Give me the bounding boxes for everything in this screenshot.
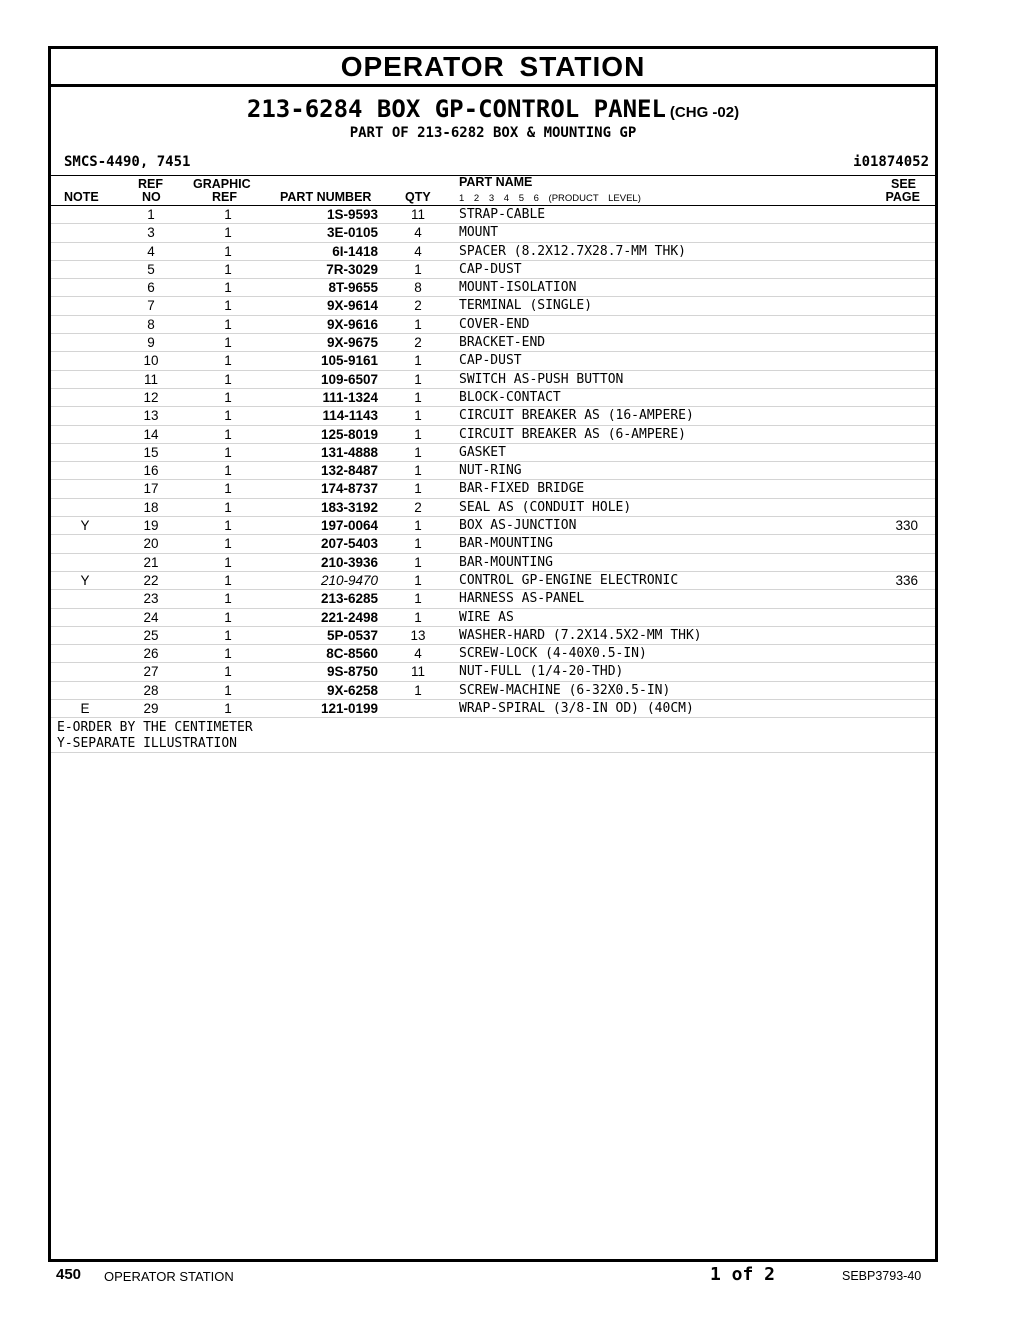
part-number-cell: 9X-9616: [326, 316, 378, 332]
part-number-cell: 6I-1418: [332, 243, 378, 259]
ref-no-cell: 12: [143, 389, 159, 405]
part-of-line: PART OF 213-6282 BOX & MOUNTING GP: [349, 125, 637, 141]
table-row: [51, 663, 935, 681]
part-name-cell: SCREW-LOCK (4-40X0.5-IN): [459, 646, 647, 662]
graphic-ref-cell: 1: [224, 261, 232, 277]
part-number-cell: 1S-9593: [326, 207, 378, 222]
smcs-code: SMCS-4490, 7451: [64, 154, 191, 170]
see-page-cell: 336: [895, 572, 918, 588]
part-number-cell: 114-1143: [322, 408, 378, 424]
table-row: [51, 609, 935, 627]
table-row: [51, 389, 935, 407]
ref-no-cell: 3: [147, 225, 155, 241]
table-row: [51, 316, 935, 334]
part-name-cell: CIRCUIT BREAKER AS (16-AMPERE): [459, 408, 694, 424]
ref-no-cell: 29: [143, 701, 159, 717]
ref-no-cell: 16: [143, 463, 159, 479]
table-row: [51, 554, 935, 572]
ref-no-cell: 27: [143, 664, 159, 680]
header-graphic-top: GRAPHIC: [193, 177, 251, 191]
part-number-cell: 9X-6258: [326, 682, 378, 698]
graphic-ref-cell: 1: [224, 353, 232, 369]
table-row: [51, 480, 935, 498]
title-bar: [51, 49, 935, 87]
part-number-cell: 3E-0105: [326, 225, 378, 241]
part-number-cell: 131-4888: [320, 444, 378, 460]
table-row: [51, 224, 935, 242]
part-name-cell: NUT-RING: [459, 463, 522, 479]
ref-no-cell: 11: [143, 371, 158, 387]
group-heading: [51, 87, 935, 176]
part-number-cell: 7R-3029: [326, 261, 378, 277]
graphic-ref-cell: 1: [224, 701, 232, 717]
header-ref-top: REF: [138, 177, 163, 191]
ref-no-cell: 6: [147, 280, 155, 296]
part-number-cell: 8C-8560: [326, 646, 378, 662]
qty-cell: 4: [414, 646, 422, 662]
ref-no-cell: 13: [143, 408, 159, 424]
graphic-ref-cell: 1: [224, 335, 232, 351]
part-name-cell: GASKET: [459, 444, 506, 460]
table-row: [51, 426, 935, 444]
ref-no-cell: 15: [143, 444, 159, 460]
graphic-ref-cell: 1: [224, 426, 232, 442]
part-number-cell: 197-0064: [320, 518, 378, 534]
part-number-cell: 213-6285: [320, 591, 378, 607]
graphic-ref-cell: 1: [224, 243, 232, 259]
part-name-cell: MOUNT-ISOLATION: [459, 280, 577, 296]
part-number-cell: 221-2498: [320, 609, 378, 625]
qty-cell: 1: [414, 481, 422, 497]
table-row: [51, 279, 935, 297]
part-number-cell: 132-8487: [320, 463, 378, 479]
header-qty: QTY: [405, 190, 431, 204]
part-number-cell: 125-8019: [320, 426, 378, 442]
ref-no-cell: 18: [143, 499, 159, 515]
group-title-line: [51, 95, 935, 123]
part-name-cell: BAR-MOUNTING: [459, 536, 553, 552]
qty-cell: 1: [414, 554, 422, 570]
document-id: SEBP3793-40: [842, 1269, 922, 1283]
graphic-ref-cell: 1: [224, 536, 232, 552]
ref-no-cell: 24: [143, 609, 159, 625]
qty-cell: 8: [414, 280, 422, 296]
graphic-ref-cell: 1: [224, 591, 232, 607]
part-name-cell: WRAP-SPIRAL (3/8-IN OD) (40CM): [459, 701, 694, 717]
part-number-cell: 111-1324: [322, 389, 378, 405]
part-number-cell: 210-9470: [320, 572, 378, 588]
ref-no-cell: 14: [143, 426, 159, 442]
qty-cell: 2: [414, 298, 422, 314]
graphic-ref-cell: 1: [224, 499, 232, 515]
note-e: E-ORDER BY THE CENTIMETER: [57, 720, 253, 736]
qty-cell: 1: [414, 609, 422, 625]
see-page-cell: 330: [895, 518, 918, 534]
graphic-ref-cell: 1: [224, 225, 232, 241]
header-part-number: PART NUMBER: [280, 190, 372, 204]
part-number-cell: 105-9161: [320, 353, 378, 369]
ref-no-cell: 17: [143, 481, 159, 497]
qty-cell: 11: [410, 664, 425, 680]
graphic-ref-cell: 1: [224, 207, 232, 222]
table-row: [51, 645, 935, 663]
header-see-bottom: PAGE: [885, 190, 920, 204]
part-name-cell: WASHER-HARD (7.2X14.5X2-MM THK): [459, 627, 702, 643]
graphic-ref-cell: 1: [224, 298, 232, 314]
part-number-cell: 121-0199: [320, 701, 378, 717]
header-graphic-bottom: REF: [212, 190, 237, 204]
table-row: [51, 407, 935, 425]
header-ref-bottom: NO: [142, 190, 161, 204]
table-row: [51, 371, 935, 389]
table-row: [51, 297, 935, 315]
table-row: [51, 517, 935, 535]
notes-block: [51, 718, 935, 753]
header-see-top: SEE: [890, 177, 916, 191]
qty-cell: 1: [414, 261, 422, 277]
qty-cell: 4: [414, 243, 422, 259]
part-number-cell: 9X-9614: [326, 298, 378, 314]
page-frame: [48, 46, 938, 1262]
qty-cell: 1: [414, 682, 422, 698]
table-row: [51, 206, 935, 224]
part-number-cell: 207-5403: [320, 536, 378, 552]
header-part-name: PART NAME: [459, 175, 533, 189]
part-name-cell: TERMINAL (SINGLE): [459, 298, 593, 314]
note-cell: Y: [80, 572, 90, 588]
table-row: [51, 572, 935, 590]
ref-no-cell: 9: [147, 335, 155, 351]
qty-cell: 1: [414, 408, 422, 424]
ref-no-cell: 4: [147, 243, 155, 259]
graphic-ref-cell: 1: [224, 609, 232, 625]
part-name-cell: CONTROL GP-ENGINE ELECTRONIC: [459, 572, 679, 588]
graphic-ref-cell: 1: [224, 554, 232, 570]
part-name-cell: BOX AS-JUNCTION: [459, 518, 577, 534]
part-name-cell: COVER-END: [459, 316, 530, 332]
qty-cell: 1: [414, 463, 422, 479]
page-number: 450: [56, 1266, 82, 1283]
part-number-cell: 9S-8750: [326, 664, 378, 680]
part-number-cell: 9X-9675: [326, 335, 378, 351]
qty-cell: 13: [410, 627, 426, 643]
graphic-ref-cell: 1: [224, 408, 232, 424]
page-of: 1 of 2: [710, 1264, 776, 1285]
table-row: [51, 334, 935, 352]
graphic-ref-cell: 1: [224, 518, 232, 534]
group-title: 213-6284 BOX GP-CONTROL PANEL: [246, 95, 666, 123]
table-row: [51, 590, 935, 608]
note-y: Y-SEPARATE ILLUSTRATION: [57, 735, 238, 751]
part-name-cell: NUT-FULL (1/4-20-THD): [459, 664, 624, 680]
table-row: [51, 462, 935, 480]
ref-no-cell: 7: [147, 298, 155, 314]
ref-no-cell: 10: [143, 353, 159, 369]
part-name-cell: STRAP-CABLE: [459, 207, 546, 222]
illustration-id: i01874052: [853, 154, 929, 170]
qty-cell: 1: [414, 353, 422, 369]
part-number-cell: 8T-9655: [328, 280, 378, 296]
part-name-cell: BLOCK-CONTACT: [459, 389, 561, 405]
qty-cell: 1: [414, 316, 422, 332]
part-name-cell: HARNESS AS-PANEL: [459, 591, 585, 607]
graphic-ref-cell: 1: [224, 463, 232, 479]
part-name-cell: BAR-FIXED BRIDGE: [459, 481, 585, 497]
qty-cell: 4: [414, 225, 422, 241]
graphic-ref-cell: 1: [224, 444, 232, 460]
part-name-cell: BAR-MOUNTING: [459, 554, 553, 570]
graphic-ref-cell: 1: [224, 646, 232, 662]
page-footer: [0, 1262, 1020, 1292]
table-row: [51, 499, 935, 517]
part-number-cell: 5P-0537: [326, 627, 378, 643]
part-number-cell: 109-6507: [320, 371, 378, 387]
part-number-cell: 183-3192: [320, 499, 378, 515]
part-name-cell: MOUNT: [459, 225, 499, 241]
part-name-cell: CIRCUIT BREAKER AS (6-AMPERE): [459, 426, 686, 442]
graphic-ref-cell: 1: [224, 481, 232, 497]
ref-no-cell: 25: [143, 627, 159, 643]
part-name-cell: SWITCH AS-PUSH BUTTON: [459, 371, 624, 387]
ref-no-cell: 8: [147, 316, 155, 332]
part-number-cell: 210-3936: [320, 554, 378, 570]
part-name-cell: BRACKET-END: [459, 335, 546, 351]
column-headers: [51, 176, 935, 206]
qty-cell: 1: [414, 518, 422, 534]
qty-cell: 1: [414, 444, 422, 460]
qty-cell: 11: [410, 207, 425, 222]
graphic-ref-cell: 1: [224, 682, 232, 698]
ref-no-cell: 22: [143, 572, 159, 588]
graphic-ref-cell: 1: [224, 627, 232, 643]
part-number-cell: 174-8737: [320, 481, 378, 497]
table-row: [51, 682, 935, 700]
ref-no-cell: 26: [143, 646, 159, 662]
ref-no-cell: 1: [147, 207, 155, 222]
header-note: NOTE: [64, 190, 99, 204]
ref-no-cell: 20: [143, 536, 159, 552]
change-level: (CHG -02): [669, 104, 740, 121]
part-name-cell: WIRE AS: [459, 609, 514, 625]
graphic-ref-cell: 1: [224, 664, 232, 680]
parts-table: [51, 206, 935, 718]
part-name-cell: SCREW-MACHINE (6-32X0.5-IN): [459, 682, 671, 698]
qty-cell: 2: [414, 499, 422, 515]
part-name-cell: CAP-DUST: [459, 353, 522, 369]
footer-section: OPERATOR STATION: [104, 1269, 234, 1284]
graphic-ref-cell: 1: [224, 316, 232, 332]
part-name-cell: SEAL AS (CONDUIT HOLE): [459, 499, 632, 515]
graphic-ref-cell: 1: [224, 371, 232, 387]
ref-no-cell: 5: [147, 261, 155, 277]
table-row: [51, 352, 935, 370]
qty-cell: 1: [414, 389, 422, 405]
ref-no-cell: 28: [143, 682, 159, 698]
graphic-ref-cell: 1: [224, 280, 232, 296]
graphic-ref-cell: 1: [224, 572, 232, 588]
ref-no-cell: 19: [143, 518, 159, 534]
qty-cell: 1: [414, 572, 422, 588]
ref-no-cell: 21: [143, 554, 159, 570]
section-title: OPERATOR STATION: [340, 51, 646, 82]
header-product-levels: 1 2 3 4 5 6 (PRODUCT LEVEL): [459, 193, 641, 204]
table-row: [51, 261, 935, 279]
note-cell: Y: [80, 518, 90, 534]
qty-cell: 1: [414, 426, 422, 442]
qty-cell: 1: [414, 591, 422, 607]
qty-cell: 1: [414, 536, 422, 552]
part-name-cell: CAP-DUST: [459, 261, 522, 277]
table-row: [51, 627, 935, 645]
table-row: [51, 535, 935, 553]
qty-cell: 1: [414, 371, 422, 387]
table-row: [51, 243, 935, 261]
note-cell: E: [80, 701, 90, 717]
table-row: [51, 700, 935, 718]
table-row: [51, 444, 935, 462]
graphic-ref-cell: 1: [224, 389, 232, 405]
ref-no-cell: 23: [143, 591, 159, 607]
qty-cell: 2: [414, 335, 422, 351]
part-name-cell: SPACER (8.2X12.7X28.7-MM THK): [459, 243, 686, 259]
